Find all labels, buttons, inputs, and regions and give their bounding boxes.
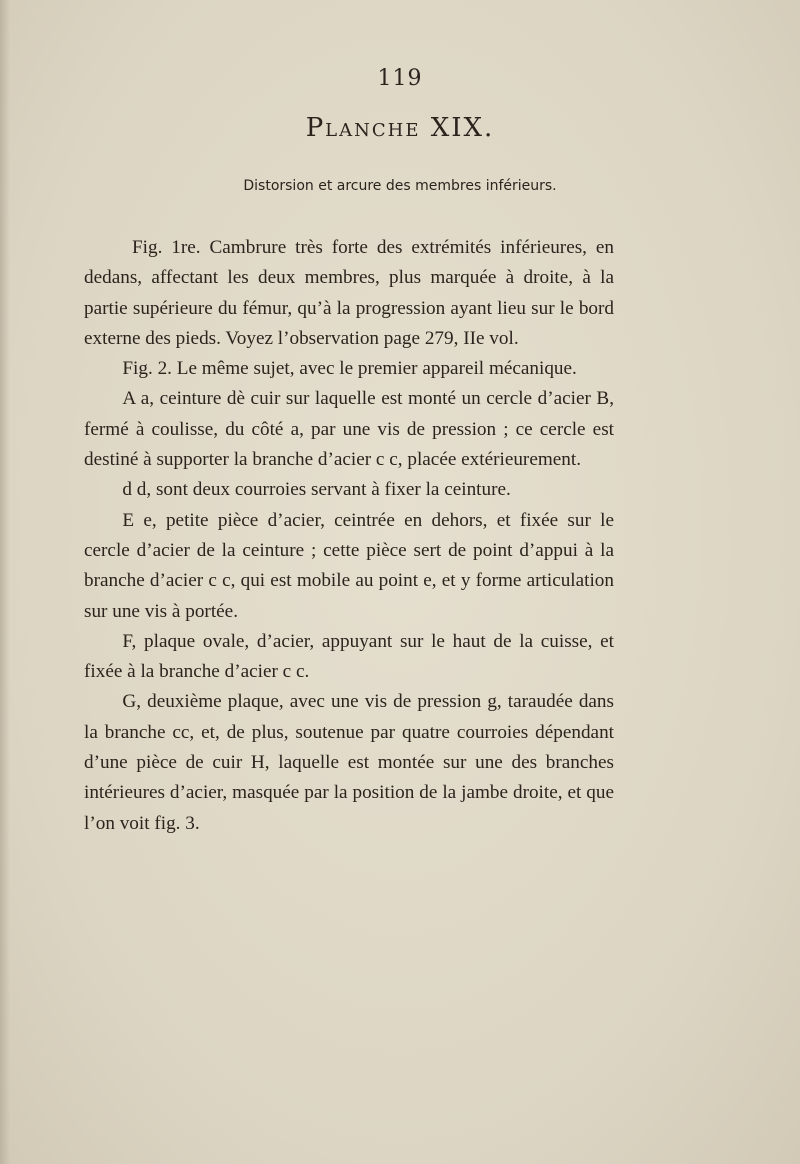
paragraph-d: d d, sont deux courroies servant à fixer la ceinture. (122, 479, 511, 501)
plate-title: Planche XIX. (305, 113, 495, 143)
plate-subtitle: Distorsion et arcure des membres inférieurs. (243, 178, 557, 194)
page-number: 119 (377, 66, 423, 91)
plate-description (84, 233, 614, 839)
paragraph-fig-2: Fig. 2. Le même sujet, avec le premier appareil mécanique. (122, 358, 577, 380)
paragraph-a: A a, ceinture dè cuir sur laquelle est monté un cercle d’acier B, fermé à coulisse, du côté a, par une vis de pression ; ce cercle est destiné à supporter la branche d’acier c c, placée extérieurement. (84, 388, 614, 471)
paragraph-g: G, deuxième plaque, avec une vis de pression g, taraudée dans la branche cc, et, de plus, soutenue par quatre courroies dépendant d’une pièce de cuir H, laquelle est montée sur une des branches intérieures d’acier, masquée par la position de la jambe droite, et que l’on voit fig. 3. (84, 691, 614, 834)
page-binding-shadow (0, 0, 10, 1164)
paragraph-fig-1: Fig. 1re. Cambrure très forte des extrémités inférieures, en dedans, affectant les deux membres, plus marquée à droite, à la partie supérieure du fémur, qu’à la progression ayant lieu sur le bord externe des pieds. Voyez l’observation page 279, IIe vol. (84, 237, 614, 349)
paragraph-e: E e, petite pièce d’acier, ceintrée en dehors, et fixée sur le cercle d’acier de la ceinture ; cette pièce sert de point d’appui à la branche d’acier c c, qui est mobile au point e, et y forme articulation sur une vis à portée. (84, 509, 614, 622)
paragraph-f: F, plaque ovale, d’acier, appuyant sur le haut de la cuisse, et fixée à la branche d’acier c c. (84, 630, 614, 683)
